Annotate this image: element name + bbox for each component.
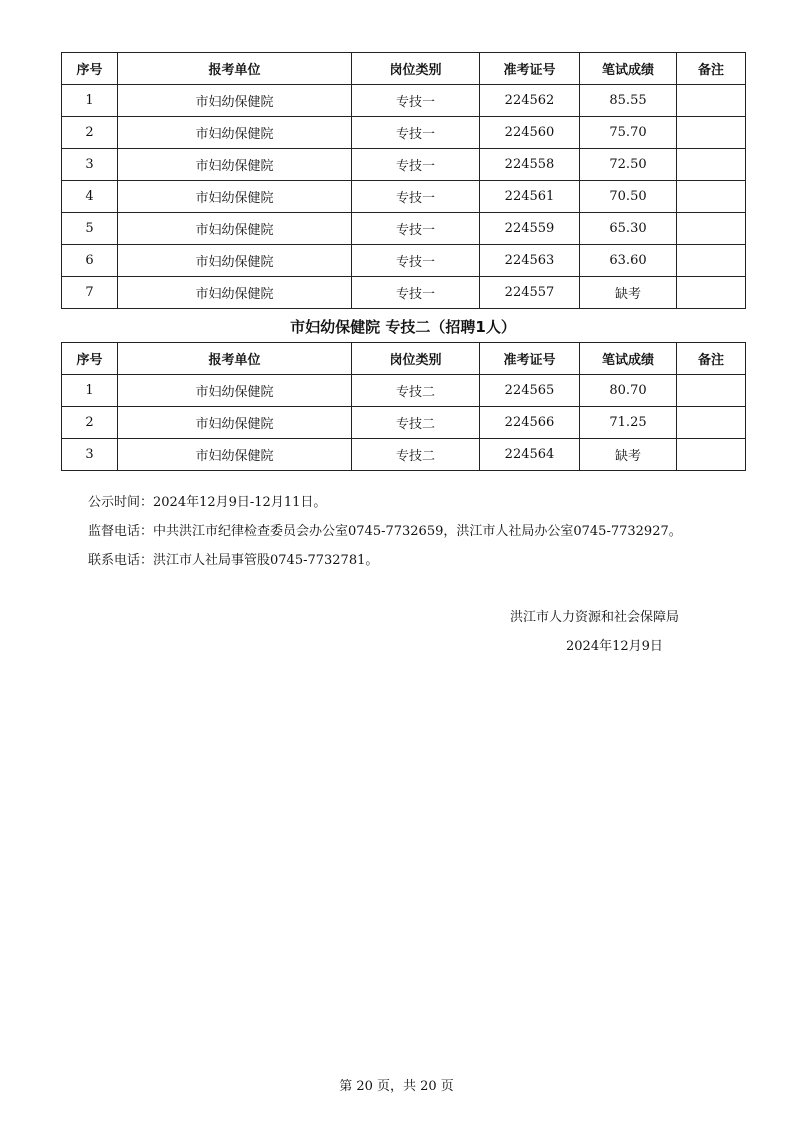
- column-header: 报考单位: [118, 53, 352, 85]
- cell-remark: [677, 245, 746, 277]
- cell-remark: [677, 375, 746, 407]
- table-row: [62, 85, 746, 117]
- cell-unit: 市妇幼保健院: [118, 439, 352, 471]
- table-row: [62, 149, 746, 181]
- cell-ticket: 224564: [480, 439, 580, 471]
- cell-remark: [677, 277, 746, 309]
- cell-unit: 市妇幼保健院: [118, 407, 352, 439]
- cell-unit: 市妇幼保健院: [118, 213, 352, 245]
- cell-unit: 市妇幼保健院: [118, 245, 352, 277]
- cell-score: 72.50: [580, 149, 677, 181]
- supervision-phone-text: 监督电话：中共洪江市纪律检查委员会办公室0745-7732659，洪江市人社局办公室0745-7732927。: [88, 524, 682, 539]
- signature-block: [510, 609, 679, 667]
- cell-score: 85.55: [580, 85, 677, 117]
- cell-remark: [677, 213, 746, 245]
- cell-ticket: 224562: [480, 85, 580, 117]
- cell-index: 7: [62, 277, 118, 309]
- column-header: 准考证号: [480, 343, 580, 375]
- cell-unit: 市妇幼保健院: [118, 181, 352, 213]
- notice-notes: [88, 494, 682, 581]
- cell-ticket: 224557: [480, 277, 580, 309]
- column-header: 笔试成绩: [580, 343, 677, 375]
- cell-ticket: 224560: [480, 117, 580, 149]
- cell-position: 专技二: [352, 375, 480, 407]
- table-row: [62, 407, 746, 439]
- cell-position: 专技一: [352, 213, 480, 245]
- cell-remark: [677, 181, 746, 213]
- cell-unit: 市妇幼保健院: [118, 85, 352, 117]
- cell-score: 75.70: [580, 117, 677, 149]
- publicity-period-text: 公示时间：2024年12月9日-12月11日。: [88, 495, 327, 510]
- cell-unit: 市妇幼保健院: [118, 149, 352, 181]
- cell-remark: [677, 117, 746, 149]
- table-row: [62, 213, 746, 245]
- table-row: [62, 439, 746, 471]
- page-footer: 第 20 页，共 20 页: [339, 1079, 454, 1094]
- cell-score: 71.25: [580, 407, 677, 439]
- cell-index: 1: [62, 375, 118, 407]
- cell-remark: [677, 439, 746, 471]
- column-header: 序号: [62, 343, 118, 375]
- issue-date: 2024年12月9日: [566, 639, 663, 654]
- cell-score: 65.30: [580, 213, 677, 245]
- cell-position: 专技二: [352, 407, 480, 439]
- cell-remark: [677, 85, 746, 117]
- cell-unit: 市妇幼保健院: [118, 117, 352, 149]
- cell-index: 3: [62, 439, 118, 471]
- column-header: 岗位类别: [352, 53, 480, 85]
- cell-index: 5: [62, 213, 118, 245]
- column-header: 准考证号: [480, 53, 580, 85]
- cell-ticket: 224558: [480, 149, 580, 181]
- cell-score: 70.50: [580, 181, 677, 213]
- section-title: 市妇幼保健院 专技二（招聘1人）: [290, 318, 516, 336]
- cell-position: 专技一: [352, 85, 480, 117]
- cell-position: 专技一: [352, 277, 480, 309]
- cell-remark: [677, 149, 746, 181]
- column-header: 报考单位: [118, 343, 352, 375]
- table-row: [62, 181, 746, 213]
- cell-score: 缺考: [580, 439, 677, 471]
- table-row: [62, 277, 746, 309]
- cell-ticket: 224561: [480, 181, 580, 213]
- cell-position: 专技二: [352, 439, 480, 471]
- score-table-1: [61, 52, 746, 309]
- cell-score: 80.70: [580, 375, 677, 407]
- cell-ticket: 224563: [480, 245, 580, 277]
- cell-index: 4: [62, 181, 118, 213]
- table-header-row: [62, 343, 746, 375]
- table-row: [62, 117, 746, 149]
- cell-ticket: 224565: [480, 375, 580, 407]
- cell-ticket: 224559: [480, 213, 580, 245]
- cell-score: 63.60: [580, 245, 677, 277]
- table-row: [62, 375, 746, 407]
- cell-index: 2: [62, 117, 118, 149]
- table-row: [62, 245, 746, 277]
- cell-unit: 市妇幼保健院: [118, 375, 352, 407]
- issuing-organization: 洪江市人力资源和社会保障局: [510, 610, 680, 625]
- column-header: 岗位类别: [352, 343, 480, 375]
- cell-position: 专技一: [352, 117, 480, 149]
- cell-ticket: 224566: [480, 407, 580, 439]
- cell-remark: [677, 407, 746, 439]
- cell-unit: 市妇幼保健院: [118, 277, 352, 309]
- cell-index: 3: [62, 149, 118, 181]
- cell-position: 专技一: [352, 245, 480, 277]
- column-header: 备注: [677, 53, 746, 85]
- contact-phone-text: 联系电话：洪江市人社局事管股0745-7732781。: [88, 553, 379, 568]
- table-header-row: [62, 53, 746, 85]
- column-header: 笔试成绩: [580, 53, 677, 85]
- column-header: 备注: [677, 343, 746, 375]
- cell-position: 专技一: [352, 181, 480, 213]
- score-table-2: [61, 342, 746, 471]
- cell-position: 专技一: [352, 149, 480, 181]
- cell-index: 1: [62, 85, 118, 117]
- cell-score: 缺考: [580, 277, 677, 309]
- column-header: 序号: [62, 53, 118, 85]
- cell-index: 6: [62, 245, 118, 277]
- cell-index: 2: [62, 407, 118, 439]
